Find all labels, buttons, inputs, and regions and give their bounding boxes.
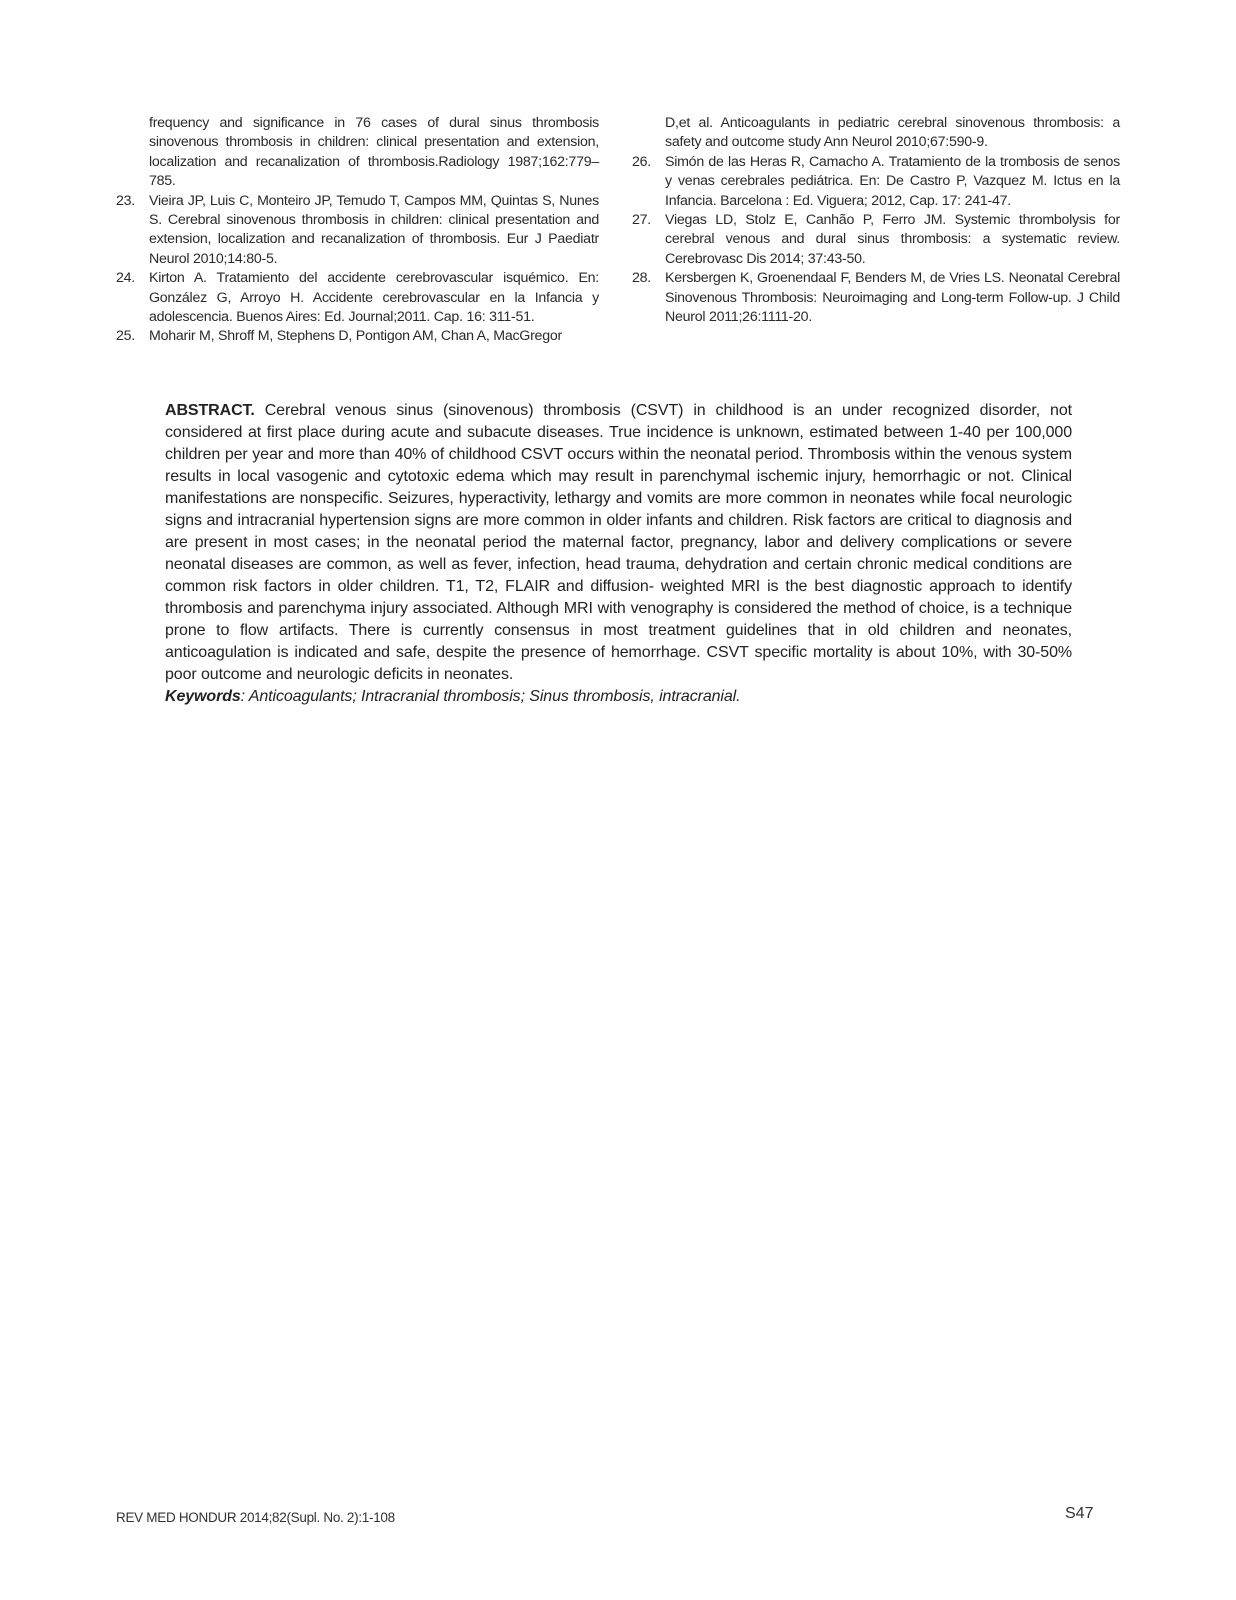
reference-text: Kirton A. Tratamiento del accidente cerebrovascular isquémico. En: González G, Arroyo H. Accidente cerebrovascular en la Infancia y adolescencia. Buenos Aires: Ed. Journal;2011. Cap. 16: 311-51.: [149, 270, 599, 326]
references-left-column: [116, 114, 599, 347]
reference-item: [116, 327, 599, 346]
references-right-column: [632, 114, 1120, 327]
reference-item: [632, 211, 1120, 269]
footer-page-number: S47: [1065, 1505, 1094, 1522]
reference-item: [632, 153, 1120, 211]
reference-item: [116, 269, 599, 327]
reference-number: 23.: [116, 192, 135, 209]
reference-text: Kersbergen K, Groenendaal F, Benders M, de Vries LS. Neonatal Cerebral Sinovenous Thrombosis: Neuroimaging and Long-term Follow-up. J Child Neurol 2011;26:1111-20.: [665, 270, 1120, 326]
reference-25-continuation: D,et al. Anticoagulants in pediatric cerebral sinovenous thrombosis: a safety and outcome study Ann Neurol 2010;67:590-9.: [665, 115, 1120, 151]
abstract-label: ABSTRACT.: [165, 402, 255, 419]
reference-text: Vieira JP, Luis C, Monteiro JP, Temudo T, Campos MM, Quintas S, Nunes S. Cerebral sinovenous thrombosis in children: clinical presentation and extension, localization and recanalization of thrombosis. Eur J Paediatr Neurol 2010;14:80-5.: [149, 192, 599, 267]
reference-22-continuation: frequency and significance in 76 cases of dural sinus thrombosis sinovenous thrombosis in children: clinical presentation and extension, localization and recanalization of thrombosis.Radiology 1987;162:779–785.: [149, 115, 599, 190]
keywords-text: : Anticoagulants; Intracranial thrombosis; Sinus thrombosis, intracranial.: [240, 688, 741, 705]
reference-number: 27.: [632, 212, 651, 229]
reference-item: [632, 269, 1120, 327]
reference-number: 28.: [632, 270, 651, 287]
reference-number: 24.: [116, 270, 135, 287]
reference-text: Moharir M, Shroff M, Stephens D, Pontigon AM, Chan A, MacGregor: [149, 328, 562, 345]
abstract-paragraph: [165, 400, 1072, 686]
abstract-block: [165, 400, 1072, 708]
keywords-label: Keywords: [165, 688, 241, 705]
reference-text: Viegas LD, Stolz E, Canhão P, Ferro JM. Systemic thrombolysis for cerebral venous and dural sinus thrombosis: a systematic review. Cerebrovasc Dis 2014; 37:43-50.: [665, 212, 1120, 267]
reference-number: 25.: [116, 328, 135, 345]
reference-item: [116, 192, 599, 270]
reference-text: Simón de las Heras R, Camacho A. Tratamiento de la trombosis de senos y venas cerebrales pediátrica. En: De Castro P, Vazquez M. Ictus en la Infancia. Barcelona : Ed. Viguera; 2012, Cap. 17: 241-47.: [665, 153, 1120, 209]
reference-number: 26.: [632, 153, 651, 170]
abstract-text: Cerebral venous sinus (sinovenous) thrombosis (CSVT) in childhood is an under recognized disorder, not considered at first place during acute and subacute diseases. True incidence is unknown, estimated between 1-40 per 100,000 children per year and more than 40% of childhood CSVT occurs within the neonatal period. Thrombosis within the venous system results in local vasogenic and cytotoxic edema which may result in parenchymal ischemic injury, hemorrhagic or not. Clinical manifestations are nonspecific. Seizures, hyperactivity, lethargy and vomits are more common in neonates while focal neurologic signs and intracranial hypertension signs are more common in older infants and children. Risk factors are critical to diagnosis and are present in most cases; in the neonatal period the maternal factor, pregnancy, labor and delivery complications or severe neonatal diseases are common, as well as fever, infection, head trauma, dehydration and certain chronic medical conditions are common risk factors in older children. T1, T2, FLAIR and diffusion- weighted MRI is the best diagnostic approach to identify thrombosis and parenchyma injury associated. Although MRI with venography is considered the method of choice, is a technique prone to flow artifacts. There is currently consensus in most treatment guidelines that in old children and neonates, anticoagulation is indicated and safe, despite the presence of hemorrhage. CSVT specific mortality is about 10%, with 30-50% poor outcome and neurologic deficits in neonates.: [165, 402, 1072, 683]
footer-journal-citation: REV MED HONDUR 2014;82(Supl. No. 2):1-108: [116, 1510, 395, 1525]
keywords-line: [165, 686, 1072, 708]
